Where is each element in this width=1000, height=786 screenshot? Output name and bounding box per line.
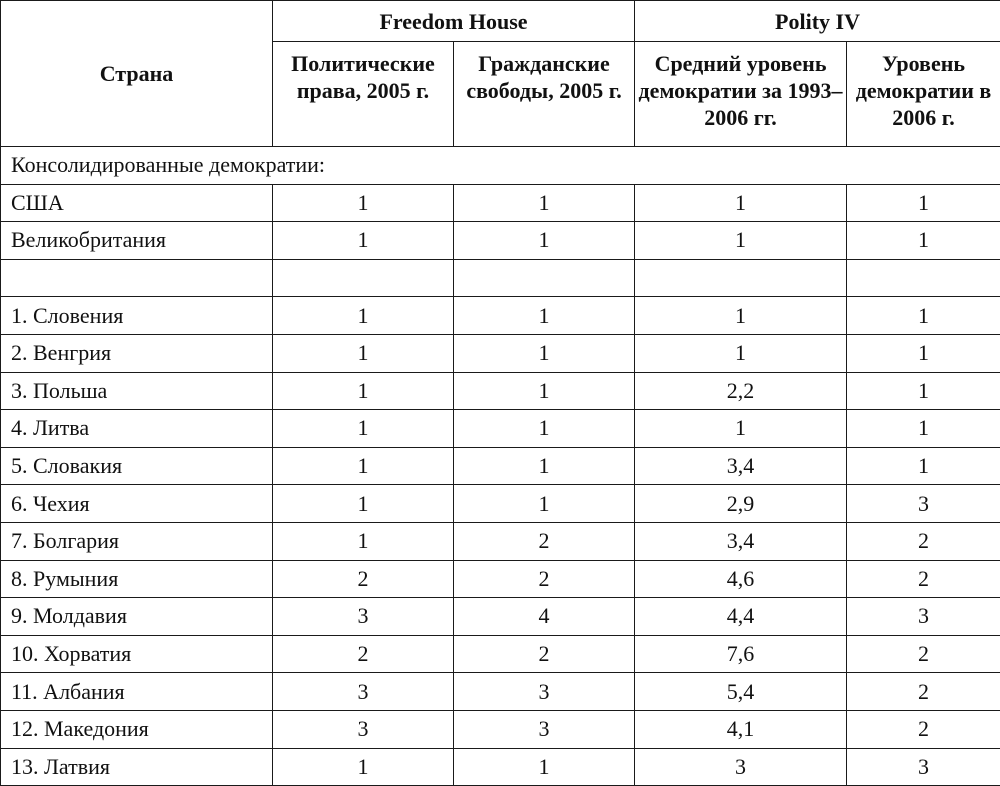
table-row (1, 334, 1000, 372)
table-row (1, 710, 1000, 748)
civil-liberties-cell: 3 (454, 710, 635, 748)
political-rights-cell: 1 (273, 334, 454, 372)
header-country: Страна (1, 1, 273, 147)
country-cell: 10. Хорватия (1, 635, 273, 673)
country-cell: 11. Албания (1, 673, 273, 711)
country-cell (1, 259, 273, 297)
avg-democracy-cell: 2,2 (635, 372, 847, 410)
democracy-level-cell: 2 (847, 560, 1000, 598)
civil-liberties-cell: 1 (454, 447, 635, 485)
country-cell: 12. Македония (1, 710, 273, 748)
democracy-level-cell: 3 (847, 748, 1000, 786)
political-rights-cell: 3 (273, 710, 454, 748)
table-row (1, 673, 1000, 711)
civil-liberties-cell: 2 (454, 635, 635, 673)
table-row (1, 184, 1000, 222)
democracy-level-cell: 1 (847, 297, 1000, 335)
avg-democracy-cell: 1 (635, 184, 847, 222)
table-row (1, 297, 1000, 335)
political-rights-cell: 1 (273, 522, 454, 560)
avg-democracy-cell: 7,6 (635, 635, 847, 673)
civil-liberties-cell: 1 (454, 297, 635, 335)
democracy-level-cell: 3 (847, 598, 1000, 636)
political-rights-cell: 2 (273, 635, 454, 673)
country-cell: 6. Чехия (1, 485, 273, 523)
political-rights-cell: 2 (273, 560, 454, 598)
avg-democracy-cell: 4,4 (635, 598, 847, 636)
avg-democracy-cell: 2,9 (635, 485, 847, 523)
country-cell: 8. Румыния (1, 560, 273, 598)
table-row (1, 560, 1000, 598)
country-cell: 2. Венгрия (1, 334, 273, 372)
political-rights-cell (273, 259, 454, 297)
avg-democracy-cell: 1 (635, 222, 847, 260)
avg-democracy-cell: 3,4 (635, 447, 847, 485)
political-rights-cell: 1 (273, 297, 454, 335)
democracy-level-cell: 3 (847, 485, 1000, 523)
democracy-level-cell: 2 (847, 522, 1000, 560)
country-cell: 1. Словения (1, 297, 273, 335)
country-cell: Великобритания (1, 222, 273, 260)
civil-liberties-cell: 1 (454, 222, 635, 260)
democracy-level-cell (847, 259, 1000, 297)
democracy-level-cell: 1 (847, 222, 1000, 260)
header-freedom-house: Freedom House (273, 1, 635, 42)
table-row (1, 372, 1000, 410)
table-row (1, 598, 1000, 636)
section-row (1, 147, 1000, 185)
democracy-level-cell: 2 (847, 710, 1000, 748)
civil-liberties-cell: 2 (454, 560, 635, 598)
civil-liberties-cell: 1 (454, 485, 635, 523)
country-cell: 4. Литва (1, 410, 273, 448)
avg-democracy-cell: 5,4 (635, 673, 847, 711)
avg-democracy-cell: 3,4 (635, 522, 847, 560)
political-rights-cell: 3 (273, 673, 454, 711)
country-cell: 9. Молдавия (1, 598, 273, 636)
political-rights-cell: 3 (273, 598, 454, 636)
democracy-level-cell: 2 (847, 635, 1000, 673)
democracy-level-cell: 2 (847, 673, 1000, 711)
country-cell: 5. Словакия (1, 447, 273, 485)
civil-liberties-cell: 1 (454, 372, 635, 410)
political-rights-cell: 1 (273, 184, 454, 222)
political-rights-cell: 1 (273, 485, 454, 523)
democracy-level-cell: 1 (847, 410, 1000, 448)
section-label: Консолидированные демократии: (1, 147, 1000, 185)
table-row (1, 485, 1000, 523)
header-civil-liberties: Гражданские свободы, 2005 г. (454, 42, 635, 147)
civil-liberties-cell: 1 (454, 748, 635, 786)
civil-liberties-cell: 1 (454, 334, 635, 372)
header-avg-democracy: Средний уровень демократии за 1993–2006 гг. (635, 42, 847, 147)
avg-democracy-cell (635, 259, 847, 297)
avg-democracy-cell: 3 (635, 748, 847, 786)
country-cell: 13. Латвия (1, 748, 273, 786)
header-political-rights: Политические права, 2005 г. (273, 42, 454, 147)
avg-democracy-cell: 4,6 (635, 560, 847, 598)
header-polity-iv: Polity IV (635, 1, 1000, 42)
political-rights-cell: 1 (273, 372, 454, 410)
democracy-level-cell: 1 (847, 447, 1000, 485)
header-democracy-level: Уровень демократии в 2006 г. (847, 42, 1000, 147)
table-row (1, 259, 1000, 297)
country-cell: 7. Болгария (1, 522, 273, 560)
avg-democracy-cell: 1 (635, 410, 847, 448)
political-rights-cell: 1 (273, 410, 454, 448)
table-row (1, 748, 1000, 786)
democracy-level-cell: 1 (847, 372, 1000, 410)
table-row (1, 635, 1000, 673)
country-cell: 3. Польша (1, 372, 273, 410)
table-row (1, 447, 1000, 485)
civil-liberties-cell (454, 259, 635, 297)
civil-liberties-cell: 2 (454, 522, 635, 560)
country-cell: США (1, 184, 273, 222)
political-rights-cell: 1 (273, 447, 454, 485)
civil-liberties-cell: 3 (454, 673, 635, 711)
democracy-level-cell: 1 (847, 184, 1000, 222)
civil-liberties-cell: 4 (454, 598, 635, 636)
political-rights-cell: 1 (273, 222, 454, 260)
civil-liberties-cell: 1 (454, 184, 635, 222)
civil-liberties-cell: 1 (454, 410, 635, 448)
table-row (1, 410, 1000, 448)
avg-democracy-cell: 4,1 (635, 710, 847, 748)
avg-democracy-cell: 1 (635, 297, 847, 335)
table-row (1, 522, 1000, 560)
table-row (1, 222, 1000, 260)
democracy-level-cell: 1 (847, 334, 1000, 372)
political-rights-cell: 1 (273, 748, 454, 786)
avg-democracy-cell: 1 (635, 334, 847, 372)
